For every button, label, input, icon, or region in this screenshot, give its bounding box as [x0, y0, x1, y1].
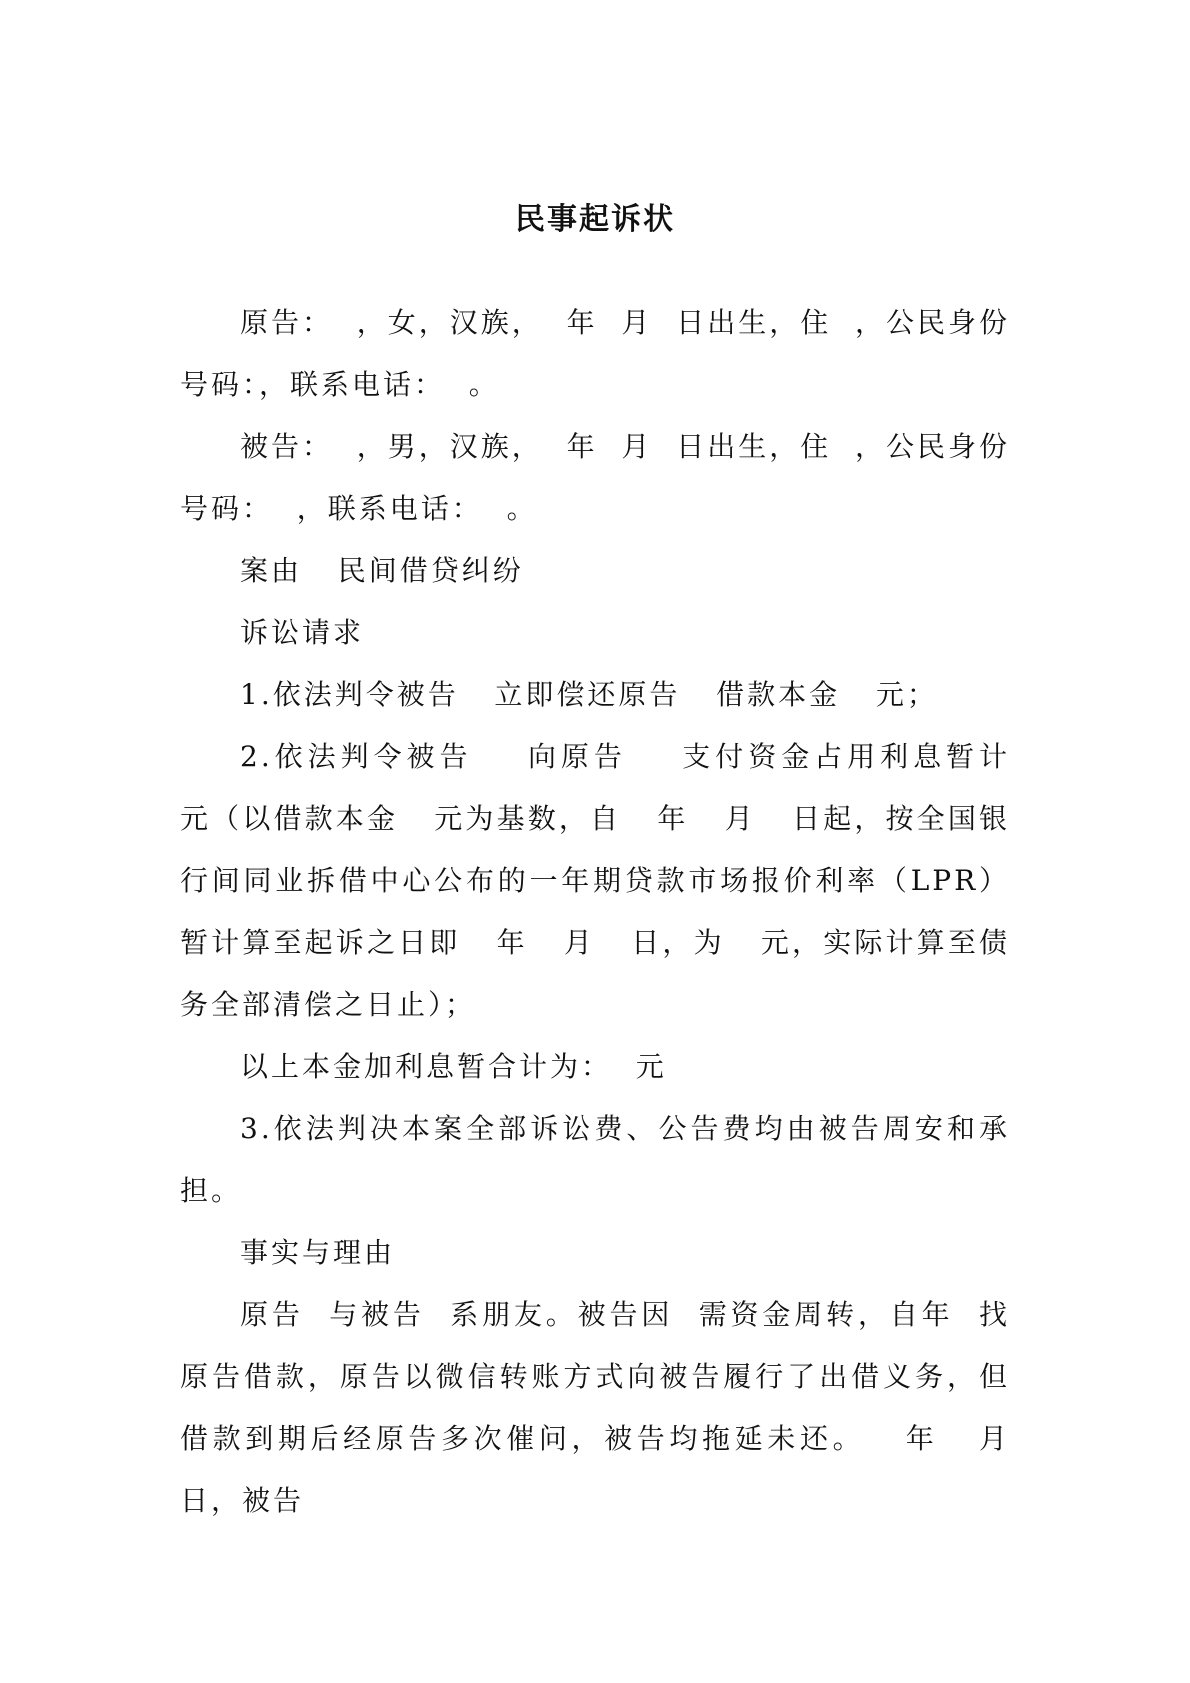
facts-paragraph: 原告 与被告 系朋友。被告因 需资金周转，自年 找原告借款，原告以微信转账方式向被告履行了出借义务，但借款到期后经原告多次催问，被告均拖延未还。 年 月 日，被告 [180, 1298, 1046, 1517]
document-title: 民事起诉状 [515, 202, 675, 237]
defendant-paragraph: 被告： ，男，汉族， 年 月 日出生，住 ，公民身份号码： ，联系电话： 。 [180, 430, 1011, 525]
claim-total-paragraph: 以上本金加利息暂合计为： 元 [240, 1050, 667, 1083]
claim-item-3: 3.依法判决本案全部诉讼费、公告费均由被告周安和承担。 [180, 1112, 1010, 1207]
claim-item-1: 1.依法判令被告 立即偿还原告 借款本金 元； [240, 678, 938, 711]
case-cause-paragraph: 案由 民间借贷纠纷 [240, 554, 524, 587]
claim-item-2: 2.依法判令被告 向原告 支付资金占用利息暂计 元（以借款本金 元为基数，自 年 月 日起，按全国银行间同业拆借中心公布的一年期贷款市场报价利率（LPR）暂计算至起诉之日即 年 月 日，为 元，实际计算至债务全部清偿之日止）； [180, 740, 1058, 1021]
facts-heading: 事实与理由 [240, 1236, 396, 1269]
plaintiff-paragraph: 原告： ，女，汉族， 年 月 日出生，住 ，公民身份号码：，联系电话： 。 [180, 306, 1011, 401]
claims-heading: 诉讼请求 [240, 616, 365, 649]
document-body [180, 292, 1058, 1532]
